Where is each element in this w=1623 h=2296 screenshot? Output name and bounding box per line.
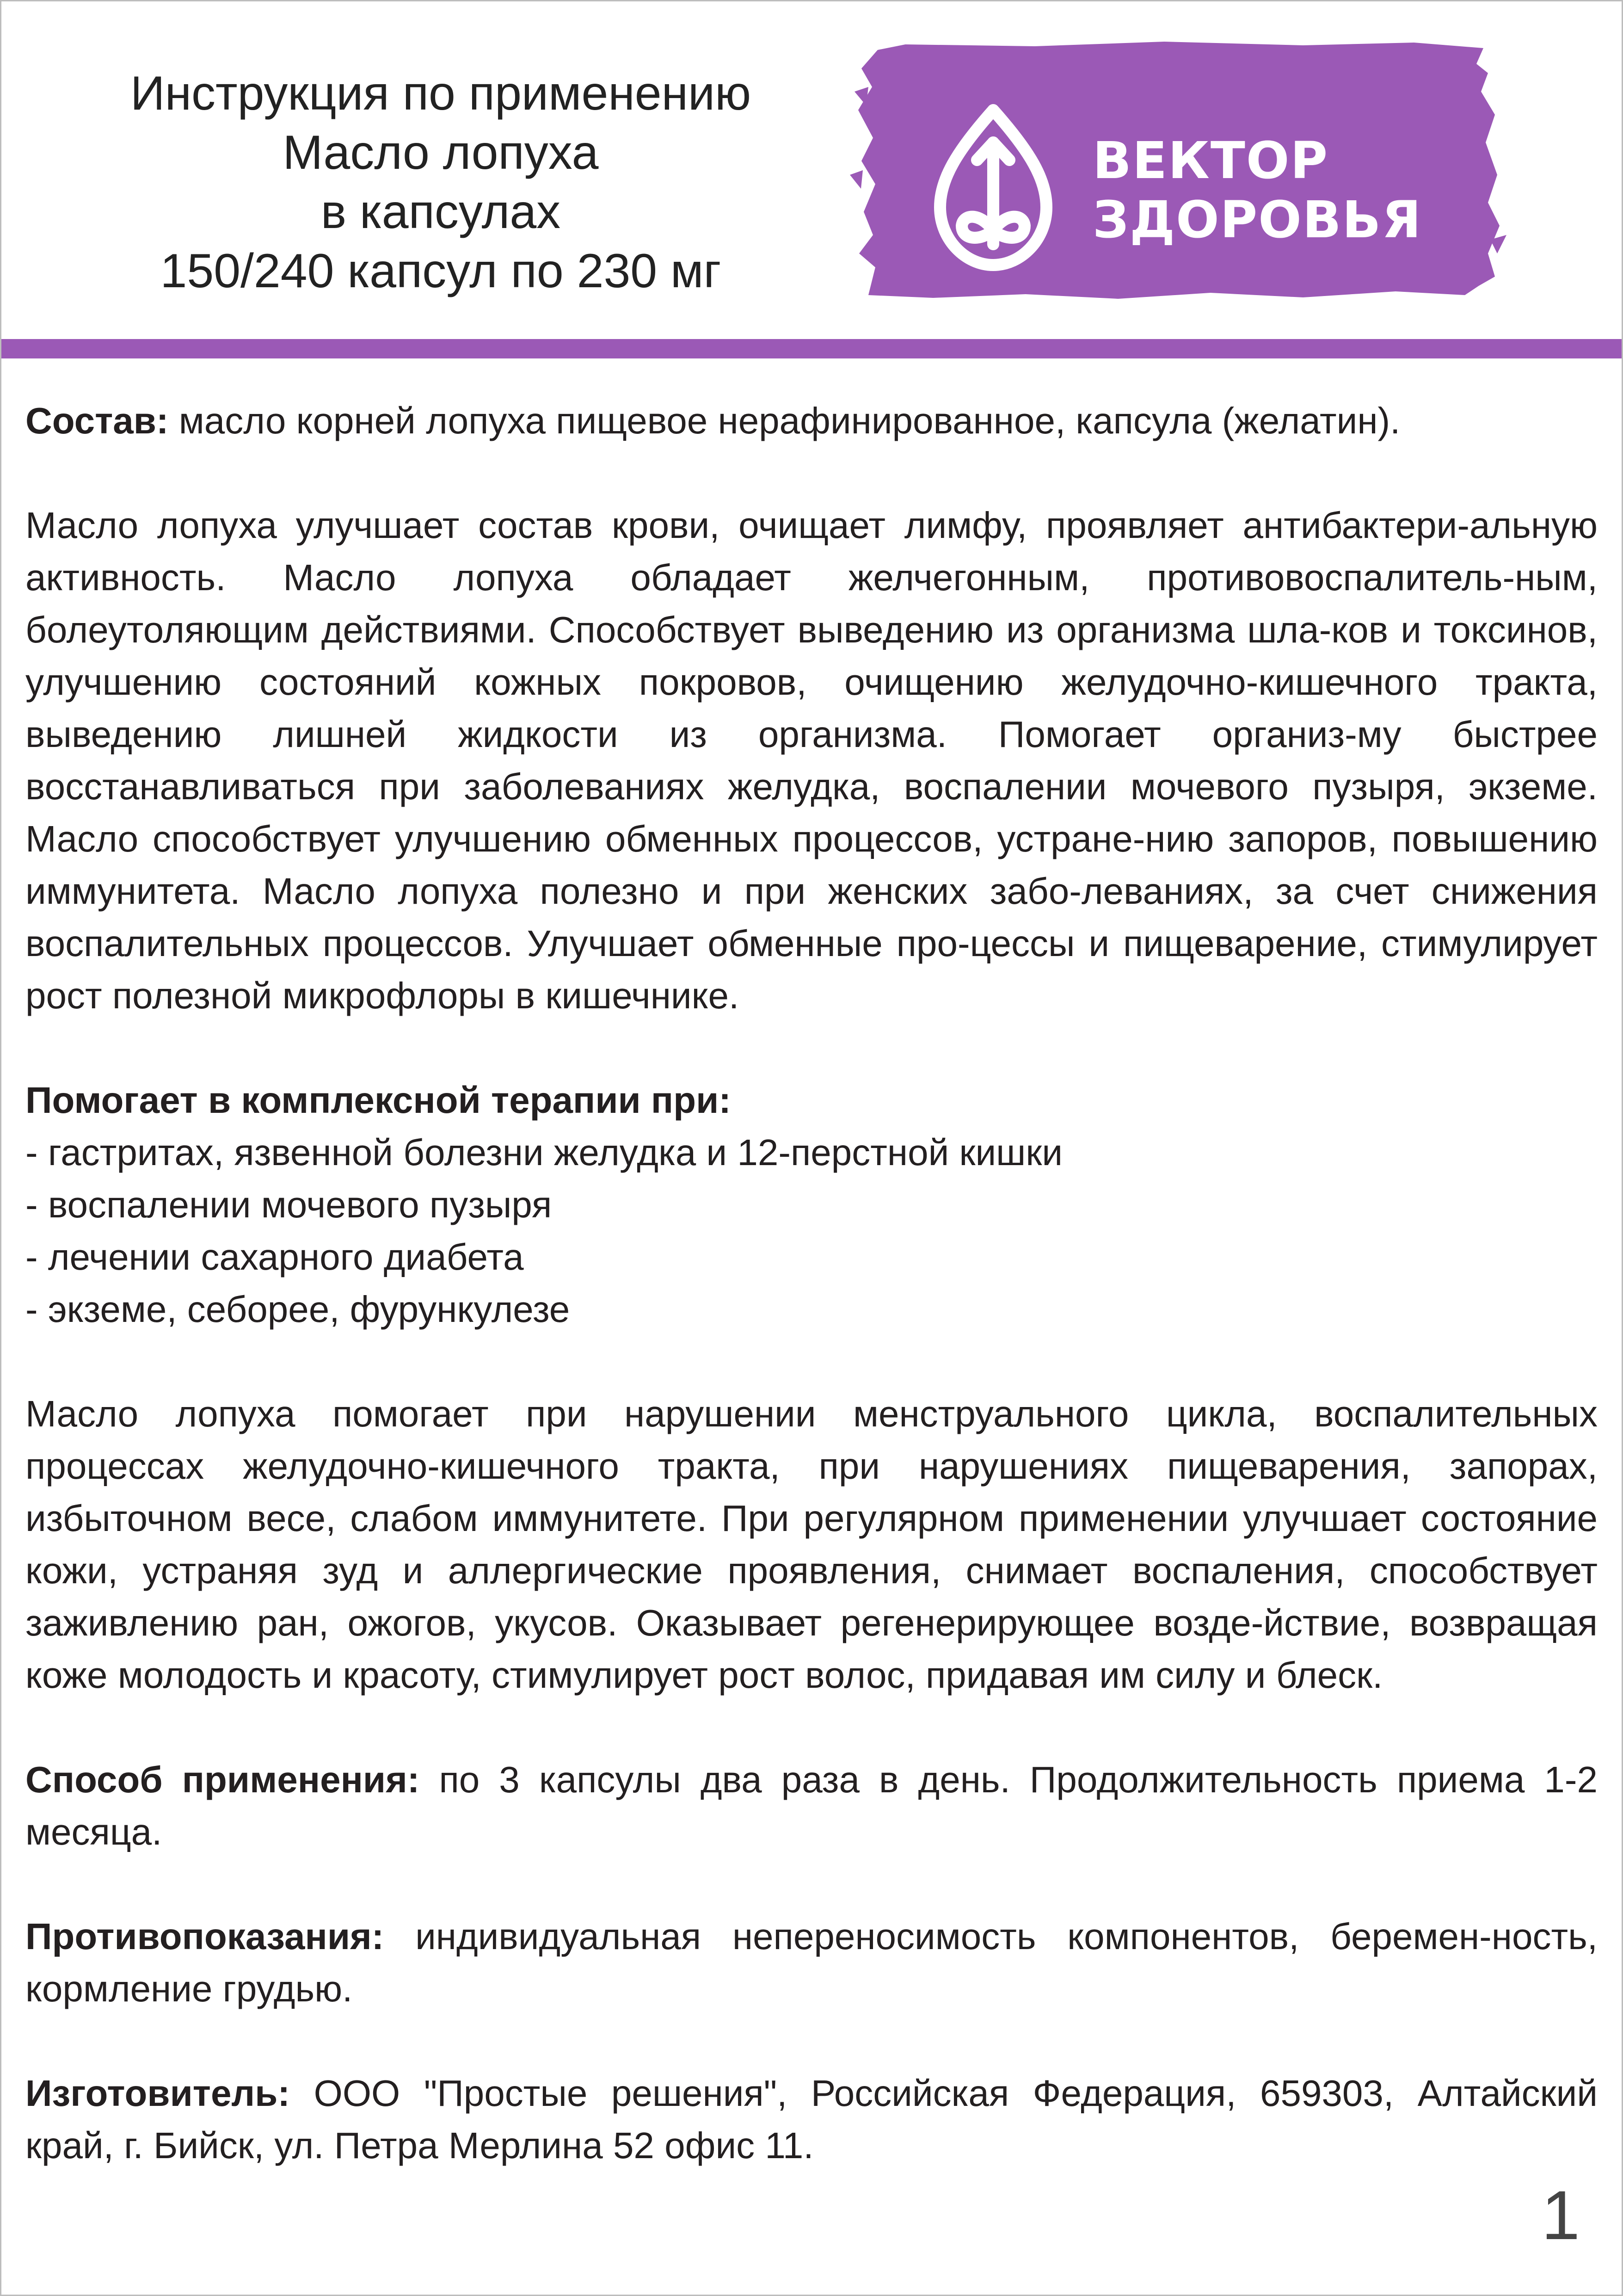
- manufacturer-text: ООО "Простые решения", Российская Федерация, 659303, Алтайский край, г. Бийск, ул. Петра Мерлина 52 офис 11.: [25, 2073, 1598, 2166]
- list-item: - лечении сахарного диабета: [25, 1236, 524, 1278]
- title-line-2: Масло лопуха: [283, 126, 599, 179]
- manufacturer-label: Изготовитель:: [25, 2073, 290, 2114]
- instruction-content: [25, 395, 1598, 2224]
- therapy-section: [25, 1074, 1598, 1335]
- logo-text: [1093, 131, 1422, 249]
- logo-line-1: ВЕКТОР: [1093, 131, 1329, 190]
- composition-label: Состав:: [25, 400, 169, 441]
- list-item: - воспалении мочевого пузыря: [25, 1184, 552, 1225]
- description2-paragraph: Масло лопуха помогает при нарушении менструального цикла, воспалительных процессах желудочно-кишечного тракта, при нарушениях пищеварения, запорах, избыточном весе, слабом иммунитете. При регулярном применении улучшает состояние кожи, устраняя зуд и аллергические проявления, снимает воспаления, способствует заживлению ран, ожогов, укусов. Оказывает регенерирующее возде-йствие, возвращая коже молодость и красоту, стимулирует рост волос, придавая им силу и блеск.: [25, 1393, 1598, 1696]
- title-line-1: Инструкция по применению: [130, 67, 751, 120]
- therapy-label: Помогает в комплексной терапии при:: [25, 1080, 731, 1121]
- header-divider: [1, 339, 1622, 358]
- list-item: - гастритах, язвенной болезни желудка и 12-перстной кишки: [25, 1132, 1063, 1173]
- contraindications-label: Противопоказания:: [25, 1916, 384, 1957]
- manufacturer-section: [25, 2067, 1598, 2172]
- brand-logo: [841, 36, 1511, 314]
- contraindications-text: индивидуальная непереносимость компонентов, беремен-ность, кормление грудью.: [25, 1916, 1598, 2009]
- composition-section: [25, 395, 1598, 447]
- contraindications-section: [25, 1910, 1598, 2015]
- header-title: [48, 64, 834, 301]
- logo-line-2: ЗДОРОВЬЯ: [1093, 190, 1422, 249]
- usage-section: [25, 1753, 1598, 1858]
- usage-text: по 3 капсулы два раза в день. Продолжительность приема 1-2 месяца.: [25, 1759, 1598, 1852]
- composition-text: масло корней лопуха пищевое нерафинированное, капсула (желатин).: [168, 400, 1401, 441]
- list-item: - экземе, себорее, фурункулезе: [25, 1289, 570, 1330]
- usage-label: Способ применения:: [25, 1759, 420, 1800]
- description-paragraph: Масло лопуха улучшает состав крови, очищает лимфу, проявляет антибактери-альную активность. Масло лопуха обладает желчегонным, противовоспалитель-ным, болеутоляющим действиями. Способствует выведению из организма шла-ков и токсинов, улучшению состояний кожных покровов, очищению желудочно-кишечного тракта, выведению лишней жидкости из организма. Помогает организ-му быстрее восстанавливаться при заболеваниях желудка, воспалении мочевого пузыря, экземе. Масло способствует улучшению обменных процессов, устране-нию запоров, повышению иммунитета. Масло лопуха полезно и при женских забо-леваниях, за счет снижения воспалительных процессов. Улучшает обменные про-цессы и пищеварение, стимулирует рост полезной микрофлоры в кишечнике.: [25, 505, 1598, 1016]
- title-line-3: в капсулах: [320, 185, 561, 239]
- page-number: 1: [1541, 2176, 1580, 2254]
- title-line-4: 150/240 капсул по 230 мг: [160, 244, 721, 298]
